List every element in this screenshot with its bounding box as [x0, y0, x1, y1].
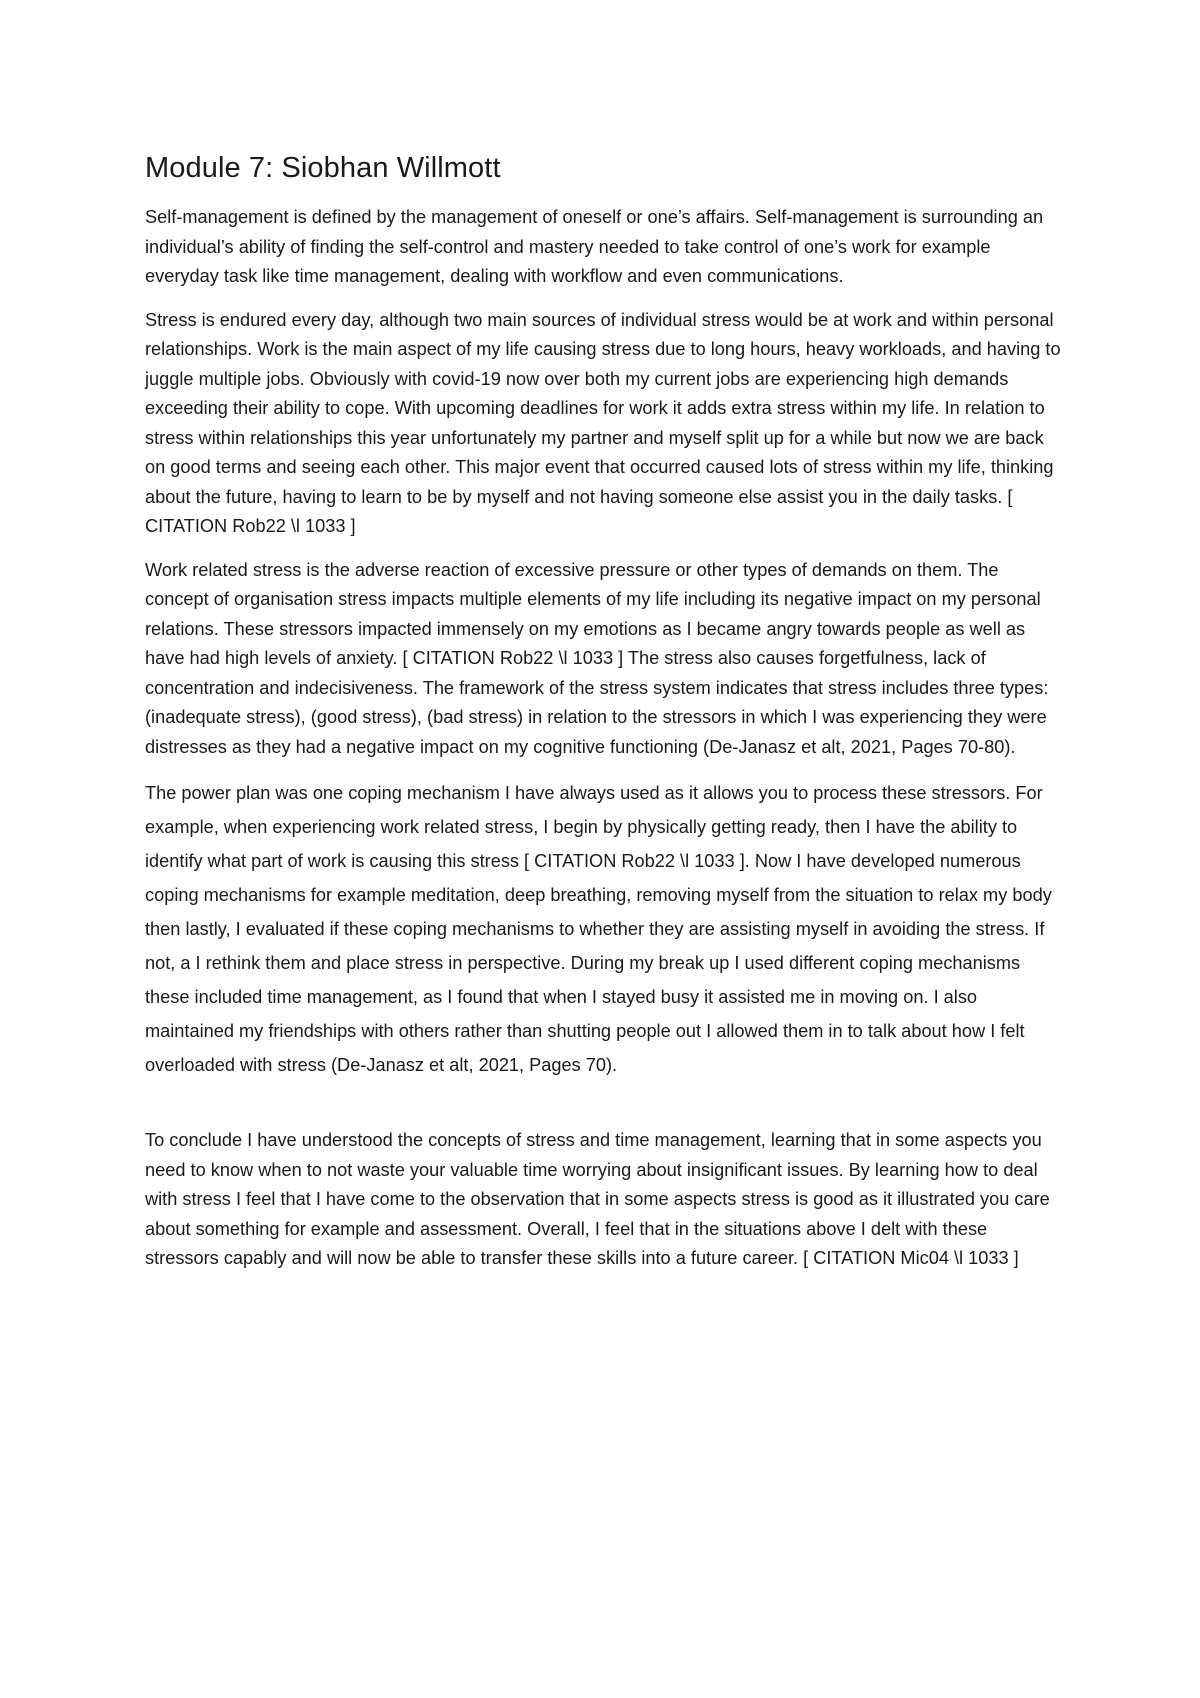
document-title: Module 7: Siobhan Willmott: [145, 152, 501, 184]
paragraph-stress-sources: Stress is endured every day, although two main sources of individual stress would be at work and within personal relationships. Work is the main aspect of my life causing stress due to long hours, heavy workloads, and having to juggle multiple jobs. Obviously with covid-19 now over both my current jobs are experiencing high demands exceeding their ability to cope. With upcoming deadlines for work it adds extra stress within my life. In relation to stress within relationships this year unfortunately my partner and myself split up for a while but now we are back on good terms and seeing each other. This major event that occurred caused lots of stress within my life, thinking about the future, having to learn to be by myself and not having someone else assist you in the daily tasks. [ CITATION Rob22 \l 1033 ]: [145, 309, 1061, 536]
document-body: [145, 150, 1061, 1288]
paragraph-coping-mechanisms: The power plan was one coping mechanism I have always used as it allows you to process these stressors. For example, when experiencing work related stress, I begin by physically getting ready, then I have the ability to identify what part of work is causing this stress [ CITATION Rob22 \l 1033 ]. Now I have developed numerous coping mechanisms for example meditation, deep breathing, removing myself from the situation to relax my body then lastly, I evaluated if these coping mechanisms to whether they are assisting myself in avoiding the stress. If not, a I rethink them and place stress in perspective. During my break up I used different coping mechanisms these included time management, as I found that when I stayed busy it assisted me in moving on. I also maintained my friendships with others rather than shutting people out I allowed them in to talk about how I felt overloaded with stress (De-Janasz et alt, 2021, Pages 70).: [145, 783, 1052, 1075]
paragraph-work-related-stress: Work related stress is the adverse reaction of excessive pressure or other types of demands on them. The concept of organisation stress impacts multiple elements of my life including its negative impact on my personal relations. These stressors impacted immensely on my emotions as I became angry towards people as well as have had high levels of anxiety. [ CITATION Rob22 \l 1033 ] The stress also causes forgetfulness, lack of concentration and indecisiveness. The framework of the stress system indicates that stress includes three types: (inadequate stress), (good stress), (bad stress) in relation to the stressors in which I was experiencing they were distresses as they had a negative impact on my cognitive functioning (De-Janasz et alt, 2021, Pages 70-80).: [145, 559, 1049, 757]
paragraph-conclusion: To conclude I have understood the concepts of stress and time management, learning that in some aspects you need to know when to not waste your valuable time worrying about insignificant issues. By learning how to deal with stress I feel that I have come to the observation that in some aspects stress is good as it illustrated you care about something for example and assessment. Overall, I feel that in the situations above I delt with these stressors capably and will now be able to transfer these skills into a future career. [ CITATION Mic04 \l 1033 ]: [145, 1130, 1050, 1268]
paragraph-self-management: Self-management is defined by the management of oneself or one’s affairs. Self-management is surrounding an individual’s ability of finding the self-control and mastery needed to take control of one’s work for example everyday task like time management, dealing with workflow and even communications.: [145, 207, 1044, 286]
